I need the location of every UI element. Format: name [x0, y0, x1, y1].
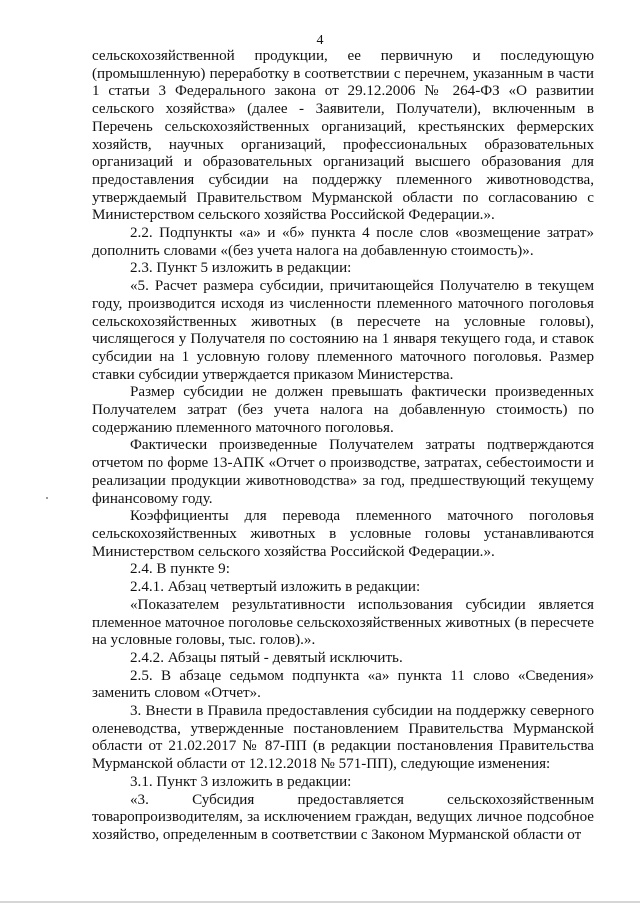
- document-body: [92, 48, 594, 845]
- paragraph-2-4-1: 2.4.1. Абзац четвертый изложить в редакции:: [130, 579, 421, 596]
- paragraph-continuation: сельскохозяйственной продукции, ее первичную и последующую (промышленную) переработку в соответствии с перечнем, указанным в части 1 статьи 3 Федерального закона от 29.12.2006 № 264-ФЗ «О развитии сельского хозяйства» (далее - Заявители, Получатели), включенным в Перечень сельскохозяйственных организаций, крестьянских фермерских хозяйств, научных организаций, профессиональных образовательных организаций и образовательных организаций высшего образования для предоставления субсидии на поддержку племенного животноводства, утверждаемый Правительством Мурманской области по согласованию с Министерством сельского хозяйства Российской Федерации.».: [92, 48, 594, 224]
- paragraph-3: 3. Внести в Правила предоставления субсидии на поддержку северного оленеводства, утвержденные постановлением Правительства Мурманской области от 21.02.2017 № 87-ПП (в редакции постановления Правительства Мурманской области от 12.12.2018 № 571-ПП), следующие изменения:: [92, 703, 594, 773]
- scan-edge-line: [0, 901, 640, 903]
- paragraph-item-3-quote: «3. Субсидия предоставляется сельскохозяйственным товаропроизводителям, за исключением граждан, ведущих личное подсобное хозяйство, определенным в соответствии с Законом Мурманской области от: [92, 791, 594, 843]
- paragraph-costs-confirmation: Фактически произведенные Получателем затраты подтверждаются отчетом по форме 13-АПК «Отчет о производстве, затратах, себестоимости и реализации продукции животноводства» за год, предшествующий текущему финансовому году.: [92, 437, 594, 507]
- paragraph-2-4-2: 2.4.2. Абзацы пятый - девятый исключить.: [130, 649, 403, 666]
- paragraph-2-2: 2.2. Подпункты «а» и «б» пункта 4 после слов «возмещение затрат» дополнить словами «(без учета налога на добавленную стоимость)».: [92, 225, 594, 259]
- paragraph-coefficients: Коэффициенты для перевода племенного маточного поголовья сельскохозяйственных животных в условные головы устанавливаются Министерством сельского хозяйства Российской Федерации.».: [92, 508, 594, 560]
- paragraph-2-4: 2.4. В пункте 9:: [130, 561, 230, 578]
- paragraph-item-5: «5. Расчет размера субсидии, причитающейся Получателю в текущем году, производится исходя из численности племенного маточного поголовья сельскохозяйственных животных (в пересчете на условные головы), числящегося у Получателя по состоянию на 1 января текущего года, и ставок субсидии на 1 условную голову племенного маточного поголовья. Размер ставки субсидии утверждается приказом Министерства.: [92, 278, 594, 383]
- paragraph-3-1: 3.1. Пункт 3 изложить в редакции:: [130, 773, 352, 790]
- scan-mark: [46, 497, 48, 499]
- page-number: 4: [316, 33, 324, 48]
- paragraph-2-3: 2.3. Пункт 5 изложить в редакции:: [130, 260, 352, 277]
- paragraph-performance-indicator: «Показателем результативности использования субсидии является племенное маточное поголовье сельскохозяйственных животных (в пересчете на условные головы, тыс. голов).».: [92, 596, 594, 649]
- paragraph-2-5: 2.5. В абзаце седьмом подпункта «а» пункта 11 слово «Сведения» заменить словом «Отчет».: [92, 667, 594, 702]
- paragraph-subsidy-limit: Размер субсидии не должен превышать фактически произведенных Получателем затрат (без учета налога на добавленную стоимость) по содержанию племенного маточного поголовья.: [92, 384, 594, 436]
